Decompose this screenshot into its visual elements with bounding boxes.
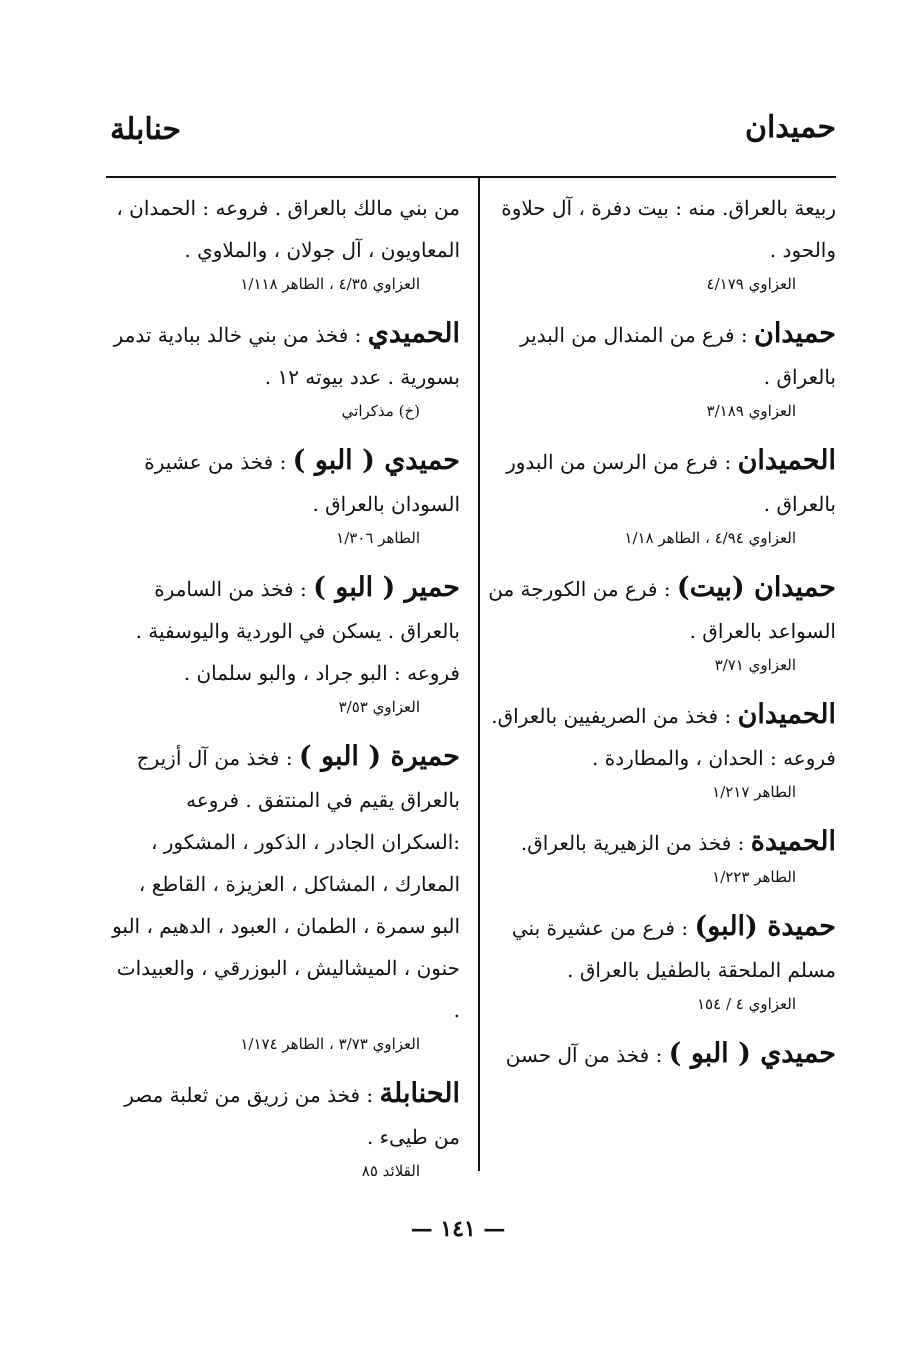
entry-description: : فخذ من الزهيرية بالعراق. [520, 831, 745, 855]
entry-description: : فخذ من عشيرة السودان بالعراق . [144, 450, 460, 516]
entry-source: العزاوي ٣/٧٣ ، الطاهر ١/١٧٤ [240, 1035, 420, 1053]
entry-source: القلائد ٨٥ [361, 1162, 420, 1180]
entry-text [486, 821, 836, 864]
entry-description: : فرع من الرسن من البدور بالعراق . [506, 450, 836, 516]
entry-headword: حميدة (البو) [694, 911, 836, 942]
entry-text [110, 736, 460, 1031]
entry-headword: الحنابلة [379, 1078, 460, 1109]
entry-description: : فخذ من الصريفيين بالعراق. فروعه : الحدان ، والمطاردة . [491, 704, 836, 770]
entry [486, 821, 836, 890]
column-divider [478, 176, 480, 1171]
entry-headword: الحميدة [750, 826, 836, 857]
entry-headword: حميدان [754, 318, 836, 349]
running-header-left: حنابلة [110, 112, 182, 147]
entry [110, 186, 460, 297]
entry-text [486, 186, 836, 271]
entry-source: العزاوي ٣/١٨٩ [706, 402, 796, 420]
entry-description: : فرع من المندال من البدير بالعراق . [520, 323, 836, 389]
entry [110, 440, 460, 551]
column-left [110, 186, 460, 1200]
entry-source: الطاهر ١/٣٠٦ [336, 529, 420, 547]
page-number: — ١٤١ — [410, 1216, 506, 1242]
entry [110, 567, 460, 720]
entry-description: : فخذ من السامرة بالعراق . يسكن في الوردية واليوسفية . فروعه : البو جراد ، والبو سلمان . [135, 577, 460, 685]
entry [486, 567, 836, 678]
entry-source: العزاوي ٤ / ١٥٤ [697, 995, 796, 1013]
entry-headword: الحميدي [367, 318, 460, 349]
entry [486, 440, 836, 551]
entry-source: الطاهر ١/٢١٧ [712, 783, 796, 801]
entry-description: : فخذ من آل حسن [505, 1043, 663, 1067]
entry-source: العزاوي ٤/١٧٩ [706, 275, 796, 293]
entry-text [486, 906, 836, 991]
entry-text [486, 694, 836, 779]
entry-description: ربيعة بالعراق. منه : بيت دفرة ، آل حلاوة والحود . [501, 196, 836, 262]
entry-text [486, 1033, 836, 1076]
running-header-right: حميدان [744, 110, 836, 145]
entry-text [486, 567, 836, 652]
entry-text [110, 313, 460, 398]
entry-text [486, 440, 836, 525]
entry-source: الطاهر ١/٢٢٣ [712, 868, 796, 886]
entry-text [110, 440, 460, 525]
entry-headword: الحميدان [737, 699, 836, 730]
entry-headword: حمير ( البو ) [313, 572, 460, 603]
entry-headword: الحميدان [737, 445, 836, 476]
entry-source: العزاوي ٤/٣٥ ، الطاهر ١/١١٨ [240, 275, 420, 293]
entry-description: : فخذ من بني خالد ببادية تدمر بسورية . عدد بيوته ١٢ . [113, 323, 460, 389]
entry [110, 313, 460, 424]
entry-source: العزاوي ٤/٩٤ ، الطاهر ١/١٨ [624, 529, 796, 547]
entry-text [110, 1073, 460, 1158]
entry-headword: حميدان (بيت) [676, 572, 836, 603]
entry-source: (خ) مذكراتي [341, 402, 420, 420]
entry [110, 736, 460, 1057]
entry-text [110, 567, 460, 694]
entry [110, 1073, 460, 1184]
column-right [486, 186, 836, 1076]
header-rule [106, 176, 836, 178]
entry-description: من بني مالك بالعراق . فروعه : الحمدان ، المعاويون ، آل جولان ، والملاوي . [116, 196, 460, 262]
entry-source: العزاوي ٣/٥٣ [338, 698, 420, 716]
entry-description: : فرع من عشيرة بني مسلم الملحقة بالطفيل بالعراق . [511, 916, 836, 982]
entry-text [486, 313, 836, 398]
entry-description: : فخذ من زريق من ثعلبة مصر من طيىء . [124, 1083, 460, 1149]
entry-headword: حميدي ( البو ) [668, 1038, 836, 1069]
entry [486, 1033, 836, 1076]
entry [486, 694, 836, 805]
entry-source: العزاوي ٣/٧١ [714, 656, 796, 674]
entry [486, 906, 836, 1017]
entry-description: : فخذ من آل أزيرج بالعراق يقيم في المنتفق . فروعه :السكران الجادر ، الذكور ، المشكور ، المعارك ، المشاكل ، العزيزة ، القاطع ، البو سمرة ، الطمان ، العبود ، الدهيم ، البو حنون ، الميشاليش ، البوزرقي ، والعبيدات . [112, 746, 460, 1022]
entry-headword: حميدي ( البو ) [292, 445, 460, 476]
entry-headword: حميرة ( البو ) [298, 741, 460, 772]
entry-text [110, 186, 460, 271]
entry-description: : فرع من الكورجة من السواعد بالعراق . [488, 577, 836, 643]
entry [486, 313, 836, 424]
entry [486, 186, 836, 297]
